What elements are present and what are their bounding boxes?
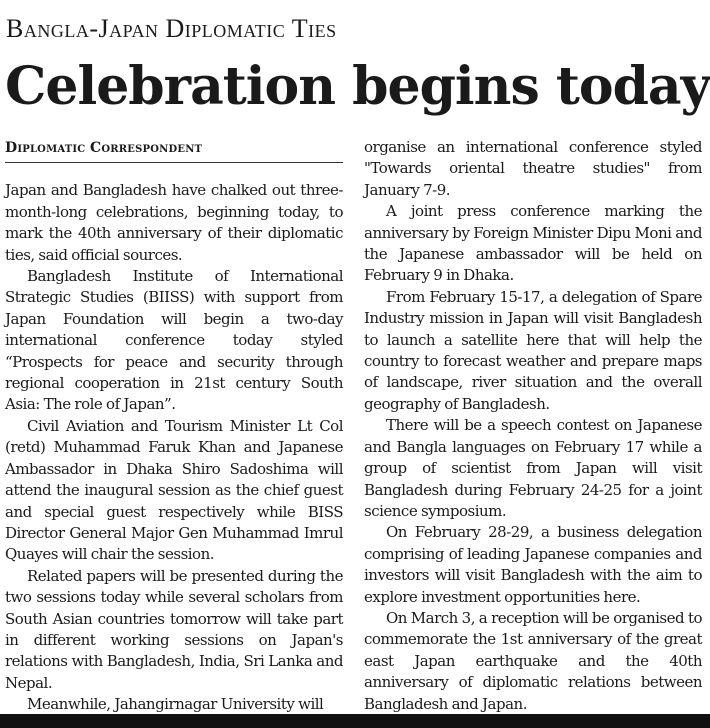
right-column	[364, 137, 702, 715]
paragraph: A joint press conference marking the anniversary by Foreign Minister Dipu Moni and the Japanese ambassador will be held on February 9 in Dhaka.	[364, 202, 702, 285]
paragraph: Japan and Bangladesh have chalked out three-month-long celebrations, beginning today, to mark the 40th anniversary of their diplomatic ties, said official sources.	[5, 181, 343, 264]
kicker: Bangla-Japan Diplomatic Ties	[6, 14, 337, 43]
paragraph: There will be a speech contest on Japanese and Bangla languages on February 17 while a group of scientist from Japan will visit Bangladesh during February 24-25 for a joint science symposium.	[364, 416, 702, 520]
left-column	[5, 138, 343, 716]
paragraph: From February 15-17, a delegation of Spare Industry mission in Japan will visit Bangladesh to launch a satellite here that will help the country to forecast weather and prepare maps of landscape, river situation and the overall geography of Bangladesh.	[364, 287, 702, 413]
bottom-edge-bar	[0, 714, 710, 728]
paragraph: organise an international conference styled "Towards oriental theatre studies" from January 7-9.	[364, 138, 702, 199]
paragraph: Meanwhile, Jahangirnagar University will	[27, 695, 324, 714]
byline: Diplomatic Correspondent	[5, 138, 343, 163]
paragraph: On March 3, a reception will be organised to commemorate the 1st anniversary of the great east Japan earthquake and the 40th anniversary of diplomatic relations between Bangladesh and Japan.	[364, 608, 702, 713]
paragraph: Civil Aviation and Tourism Minister Lt Col (retd) Muhammad Faruk Khan and Japanese Ambassador in Dhaka Shiro Sadoshima will attend the inaugural session as the chief guest and special guest respectively while BISS Director General Major Gen Muhammad Imrul Quayes will chair the session.	[5, 416, 343, 564]
headline: Celebration begins today	[5, 56, 710, 117]
paragraph: Bangladesh Institute of International Strategic Studies (BIISS) with support from Japan Foundation will begin a two-day international conference today styled “Prospects for peace and security through regional cooperation in 21st century South Asia: The role of Japan”.	[5, 267, 343, 414]
paragraph: Related papers will be presented during the two sessions today while several scholars from South Asian countries tomorrow will take part in different working sessions on Japan's relations with Bangladesh, India, Sri Lanka and Nepal.	[5, 566, 343, 692]
paragraph: On February 28-29, a business delegation comprising of leading Japanese companies and investors will visit Bangladesh with the aim to explore investment opportunities here.	[364, 523, 702, 606]
